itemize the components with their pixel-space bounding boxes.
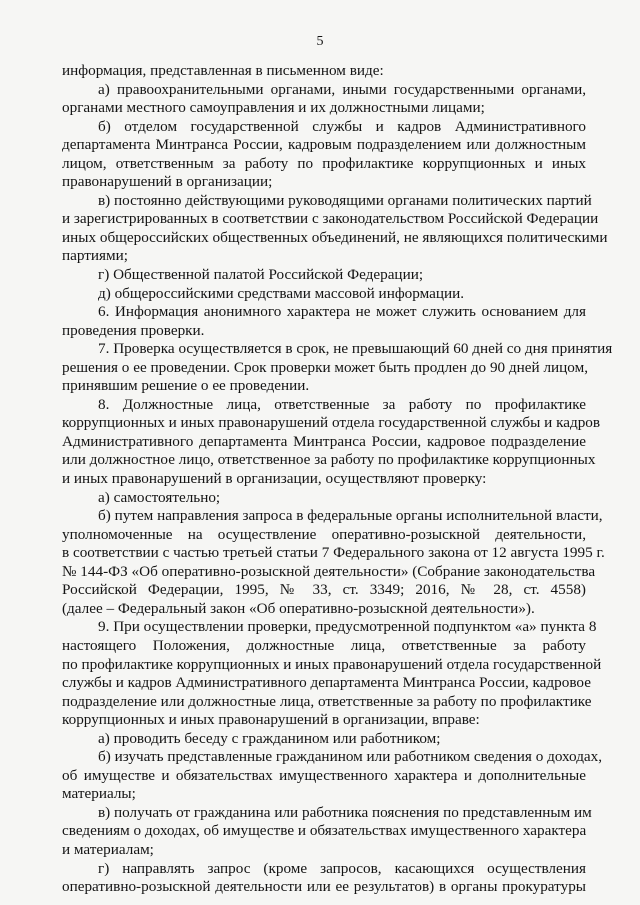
text-line: б) отделом государственной службы и кадров Административного (98, 117, 586, 135)
text-line: настоящего Положения, должностные лица, ответственные за работу (62, 636, 586, 654)
text-line: партиями; (62, 247, 128, 265)
text-line: д) общероссийскими средствами массовой информации. (98, 284, 465, 302)
text-line: об имуществе и обязательствах имущественного характера и дополнительные (62, 766, 586, 784)
text-line: г) направлять запрос (кроме запросов, касающихся осуществления (98, 859, 586, 877)
text-line: в) постоянно действующими руководящими органами политических партий (98, 191, 592, 209)
text-line: № 144-ФЗ «Об оперативно-розыскной деятельности» (Собрание законодательства (62, 562, 596, 580)
text-line: иных общероссийских общественных объединений, не являющихся политическими (62, 228, 608, 246)
text-line: и зарегистрированных в соответствии с законодательством Российской Федерации (62, 210, 599, 228)
text-line: в) получать от гражданина или работника пояснения по представленным им (98, 803, 592, 821)
text-line: департамента Минтранса России, кадровым подразделением или должностным (62, 136, 586, 154)
text-line: коррупционных и иных правонарушений в организации, вправе: (62, 711, 480, 729)
text-line: правонарушений в организации; (62, 173, 273, 191)
text-line: подразделение или должностные лица, ответственные за работу по профилактике (62, 692, 592, 710)
text-line: а) самостоятельно; (98, 488, 221, 506)
text-line: б) путем направления запроса в федеральные органы исполнительной власти, (98, 507, 603, 525)
text-line: или должностное лицо, ответственное за работу по профилактике коррупционных (62, 451, 596, 469)
document-body (62, 62, 613, 897)
text-line: 8. Должностные лица, ответственные за работу по профилактике (98, 395, 586, 413)
text-line: коррупционных и иных правонарушений отдела государственной службы и кадров (62, 414, 601, 432)
text-line: материалы; (62, 785, 136, 803)
text-line: а) проводить беседу с гражданином или работником; (98, 729, 441, 747)
text-line: 7. Проверка осуществляется в срок, не превышающий 60 дней со дня принятия (98, 340, 613, 358)
text-line: б) изучать представленные гражданином или работником сведения о доходах, (98, 748, 603, 766)
text-line: решения о ее проведении. Срок проверки может быть продлен до 90 дней лицом, (62, 358, 588, 376)
text-line: Российской Федерации, 1995, № 33, ст. 3349; 2016, № 28, ст. 4558) (62, 581, 586, 599)
text-line: проведения проверки. (62, 321, 205, 339)
text-line: Административного департамента Минтранса России, кадровое подразделение (62, 432, 586, 450)
text-line: и материалам; (62, 840, 154, 858)
text-line: в соответствии с частью третьей статьи 7 Федерального закона от 12 августа 1995 г. (62, 544, 605, 562)
text-line: (далее – Федеральный закон «Об оперативно-розыскной деятельности»). (62, 599, 535, 617)
text-line: службы и кадров Административного департамента Минтранса России, кадровое (62, 674, 591, 692)
text-line: информация, представленная в письменном виде: (62, 62, 384, 79)
page-number: 5 (316, 34, 324, 49)
text-line: и иных правонарушений в организации, осуществляют проверку: (62, 470, 487, 488)
text-line: по профилактике коррупционных и иных правонарушений отдела государственной (62, 655, 602, 673)
text-line: 9. При осуществлении проверки, предусмотренной подпунктом «а» пункта 8 (98, 618, 597, 636)
text-line: органами местного самоуправления и их должностными лицами; (62, 99, 485, 117)
text-line: оперативно-розыскной деятельности или ее результатов) в органы прокуратуры (62, 878, 586, 896)
text-line: г) Общественной палатой Российской Федерации; (98, 266, 424, 284)
text-line: а) правоохранительными органами, иными государственными органами, (98, 80, 586, 98)
text-line: принявшим решение о ее проведении. (62, 377, 310, 395)
text-line: лицом, ответственным за работу по профилактике коррупционных и иных (62, 154, 586, 172)
text-line: 6. Информация анонимного характера не может служить основанием для (98, 303, 586, 321)
text-line: сведениям о доходах, об имуществе и обязательствах имущественного характера (62, 822, 587, 840)
text-line: уполномоченные на осуществление оперативно-розыскной деятельности, (62, 525, 586, 543)
